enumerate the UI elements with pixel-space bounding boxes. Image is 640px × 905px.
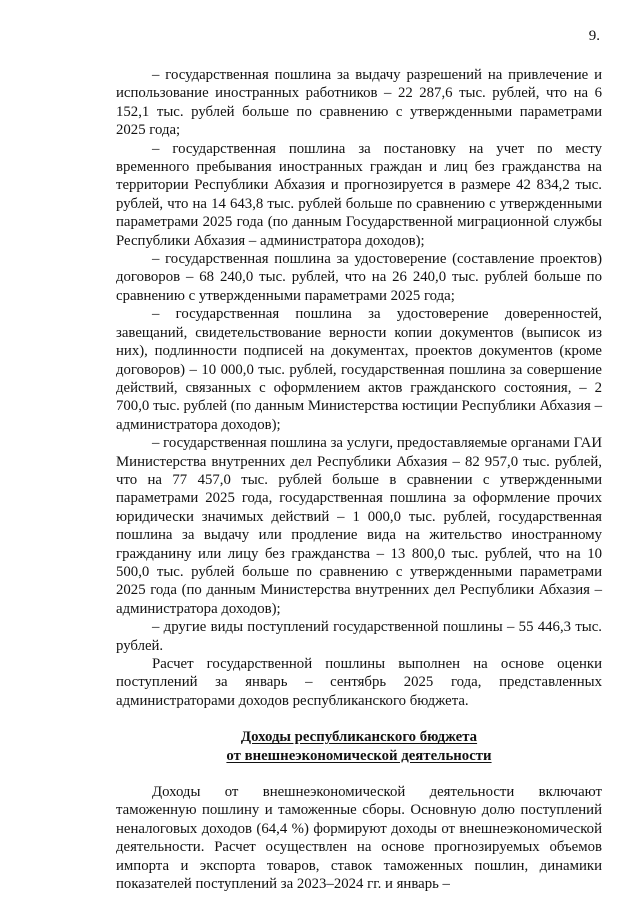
paragraph-foreign-trade-income: Доходы от внешнеэкономической деятельности включают таможенную пошлину и таможенные сборы. Основную долю поступлений неналоговых доходов (64,4 %) формируют доходы от внешнеэкономической деятельности. Расчет осуществлен на основе прогнозируемых объемов импорта и экспорта товаров, ставок таможенных пошлин, динамики показателей поступлений за 2023–2024 гг. и январь – bbox=[116, 784, 602, 893]
paragraph-foreign-workers-fee: – государственная пошлина за выдачу разрешений на привлечение и использование иностранных работников – 22 287,6 тыс. рублей, что на 6 152,1 тыс. рублей больше по сравнению с утвержденными параметрами 2025 года; bbox=[116, 67, 602, 139]
paragraph-notary-fee: – государственная пошлина за удостоверение доверенностей, завещаний, свидетельствование верности копии документов (выписок из них), подлинности подписей на документах, проектов документов (кроме договоров) – 10 000,0 тыс. рублей, государственная пошлина за совершение действий, связанных с оформлением актов гражданского состояния, – 2 700,0 тыс. рублей (по данным Министерства юстиции Республики Абхазия – администратора доходов); bbox=[116, 306, 602, 433]
paragraph-contracts-fee: – государственная пошлина за удостоверение (составление проектов) договоров – 68 240,0 тыс. рублей, что на 26 240,0 тыс. рублей больше по сравнению с утвержденными параметрами 2025 года; bbox=[116, 251, 602, 304]
section-heading-line-2: от внешнеэкономической деятельности bbox=[226, 747, 492, 764]
section-heading bbox=[116, 728, 602, 765]
section-heading-line-1: Доходы республиканского бюджета bbox=[240, 729, 478, 746]
paragraph-calculation-basis: Расчет государственной пошлины выполнен на основе оценки поступлений за январь – сентябрь 2025 года, представленных администраторами доходов республиканского бюджета. bbox=[116, 656, 602, 709]
page-number: 9. bbox=[588, 28, 600, 44]
paragraph-other-fees: – другие виды поступлений государственной пошлины – 55 446,3 тыс. рублей. bbox=[116, 619, 602, 654]
paragraph-registration-fee: – государственная пошлина за постановку на учет по месту временного пребывания иностранных граждан и лиц без гражданства на территории Республики Абхазия и прогнозируется в размере 42 834,2 тыс. рублей, что на 14 643,8 тыс. рублей больше по сравнению с утвержденными параметрами 2025 года (по данным Государственной миграционной службы Республики Абхазия – администратора доходов); bbox=[116, 140, 602, 249]
paragraph-gai-fee: – государственная пошлина за услуги, предоставляемые органами ГАИ Министерства внутренних дел Республики Абхазия – 82 957,0 тыс. рублей, что на 77 457,0 тыс. рублей больше в сравнении с утвержденными параметрами 2025 года, государственная пошлина за оформление прочих юридически значимых действий – 1 000,0 тыс. рублей, государственная пошлина за выдачу или продление вида на жительство иностранному гражданину или лицу без гражданства – 13 800,0 тыс. рублей, что на 10 500,0 тыс. рублей больше по сравнению с утвержденными параметрами 2025 года (по данным Министерства внутренних дел Республики Абхазия – администратора доходов); bbox=[116, 435, 602, 617]
document-body bbox=[116, 66, 602, 893]
